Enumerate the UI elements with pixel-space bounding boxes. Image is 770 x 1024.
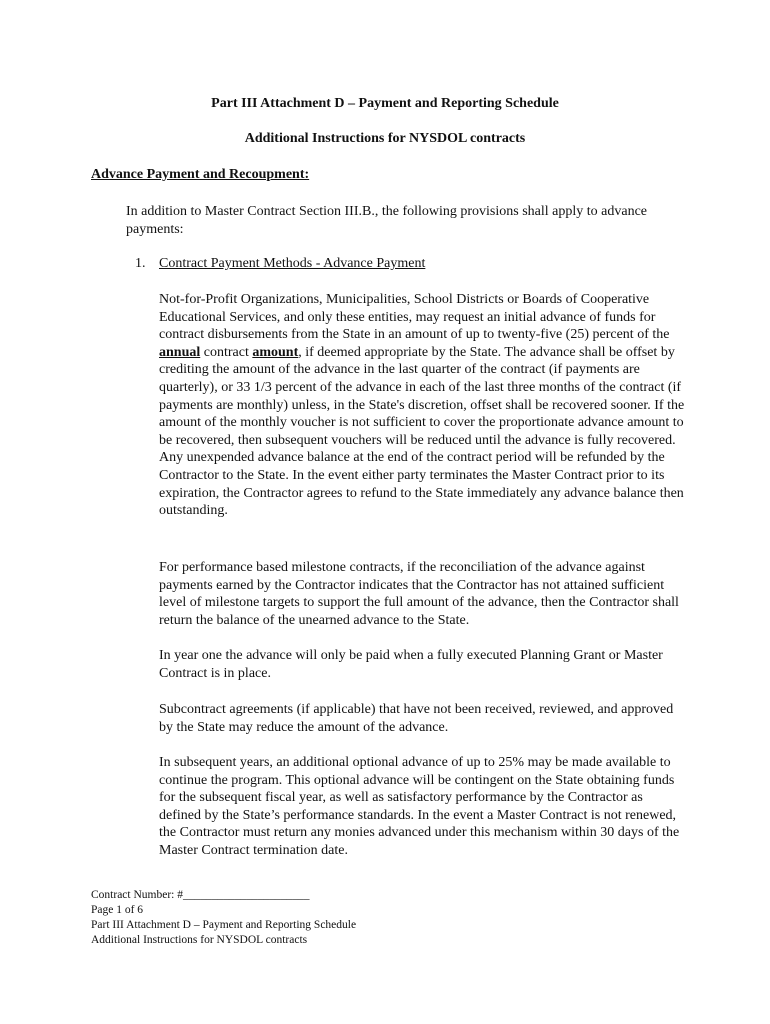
page-footer [91,888,356,948]
paragraph-text: contract [200,344,253,360]
footer-page-number: Page 1 of 6 [91,904,144,916]
paragraph-advance-terms [159,291,687,520]
emphasis-amount: amount [252,344,299,360]
list-item-number: 1. [135,256,146,271]
section-heading: Advance Payment and Recoupment: [91,167,310,182]
paragraph-text: Not-for-Profit Organizations, Municipalities, School Districts or Boards of Cooperative Educational Services, and only these entities, may request an initial advance of funds for contract disbursements from the State in an amount of up to twenty-five (25) percent of the [159,292,670,343]
footer-contract-number: Contract Number: #______________________ [91,889,310,901]
paragraph-year-one: In year one the advance will only be paid when a fully executed Planning Grant or Master Contract is in place. [159,648,663,681]
paragraph-subcontract: Subcontract agreements (if applicable) that have not been received, reviewed, and approved by the State may reduce the amount of the advance. [159,702,674,735]
list-item [135,256,425,272]
footer-title: Part III Attachment D – Payment and Reporting Schedule [91,919,357,931]
paragraph-subsequent-years: In subsequent years, an additional optional advance of up to 25% may be made available to continue the program. This optional advance will be contingent on the State obtaining funds for the subsequent fiscal year, as well as satisfactory performance by the Contractor as defined by the State’s performance standards. In the event a Master Contract is not renewed, the Contractor must return any monies advanced under this mechanism within 30 days of the Master Contract termination date. [159,755,680,858]
list-item-label: Contract Payment Methods - Advance Payment [159,256,426,271]
footer-subtitle: Additional Instructions for NYSDOL contracts [91,934,308,946]
emphasis-annual: annual [159,344,201,360]
paragraph-text: , if deemed appropriate by the State. The advance shall be offset by crediting the amount of the advance in the last quarter of the contract (if payments are quarterly), or 33 1/3 percent of the advance in each of the last three months of the contract (if payments are monthly) unless, in the State's discretion, offset shall be recovered sooner. If the amount of the monthly voucher is not sufficient to cover the proportionate advance amount to be recovered, then subsequent vouchers will be reduced until the advance is fully recovered. Any unexpended advance balance at the end of the contract period will be refunded by the Contractor to the State. In the event either party terminates the Master Contract prior to its expiration, the Contractor agrees to refund to the State immediately any advance balance then outstanding. [159,344,685,519]
paragraph-milestone: For performance based milestone contracts, if the reconciliation of the advance against payments earned by the Contractor indicates that the Contractor has not attained sufficient level of milestone targets to support the full amount of the advance, then the Contractor shall return the balance of the unearned advance to the State. [159,560,679,628]
intro-paragraph: In addition to Master Contract Section III.B., the following provisions shall apply to advance payments: [126,204,648,237]
document-title: Part III Attachment D – Payment and Reporting Schedule [211,96,559,111]
document-subtitle: Additional Instructions for NYSDOL contracts [244,131,526,146]
